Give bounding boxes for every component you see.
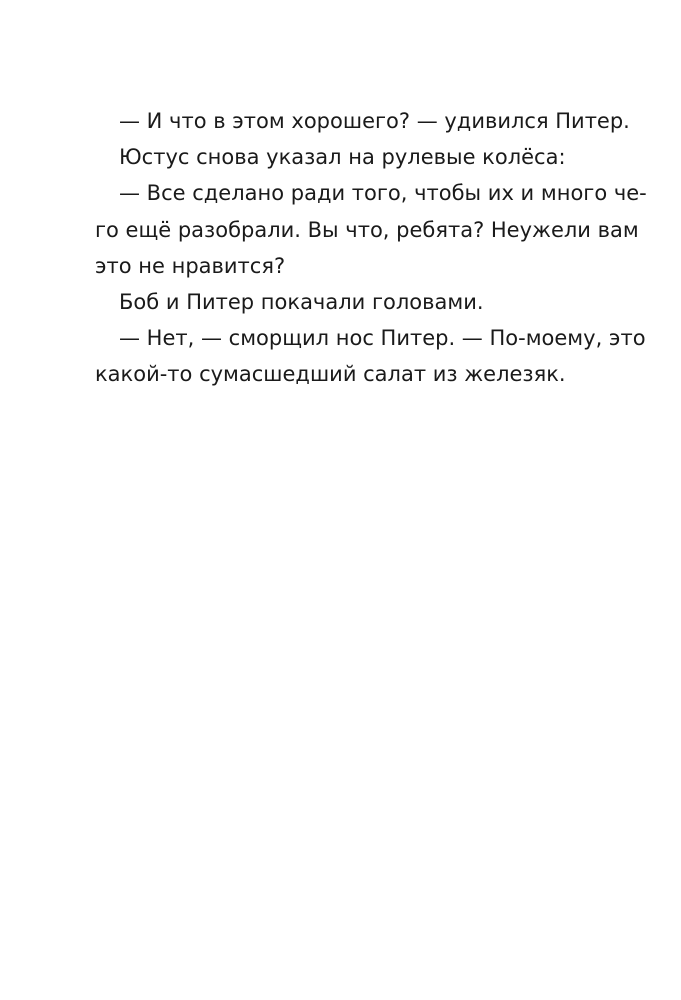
body-text xyxy=(95,103,647,393)
text-line: го ещё разобрали. Вы что, ребята? Неужели вам xyxy=(95,217,639,242)
text-line: какой-то сумасшедший салат из железяк. xyxy=(95,362,566,387)
text-line: — Все сделано ради того, чтобы их и много че- xyxy=(119,181,647,206)
text-line: Боб и Питер покачали головами. xyxy=(119,289,484,314)
text-line: это не нравится? xyxy=(95,253,286,278)
text-line: — И что в этом хорошего? — удивился Питер. xyxy=(119,109,630,133)
text-line: Юстус снова указал на рулевые колёса: xyxy=(119,145,566,170)
text-line: — Нет, — сморщил нос Питер. — По-моему, это xyxy=(119,326,646,351)
